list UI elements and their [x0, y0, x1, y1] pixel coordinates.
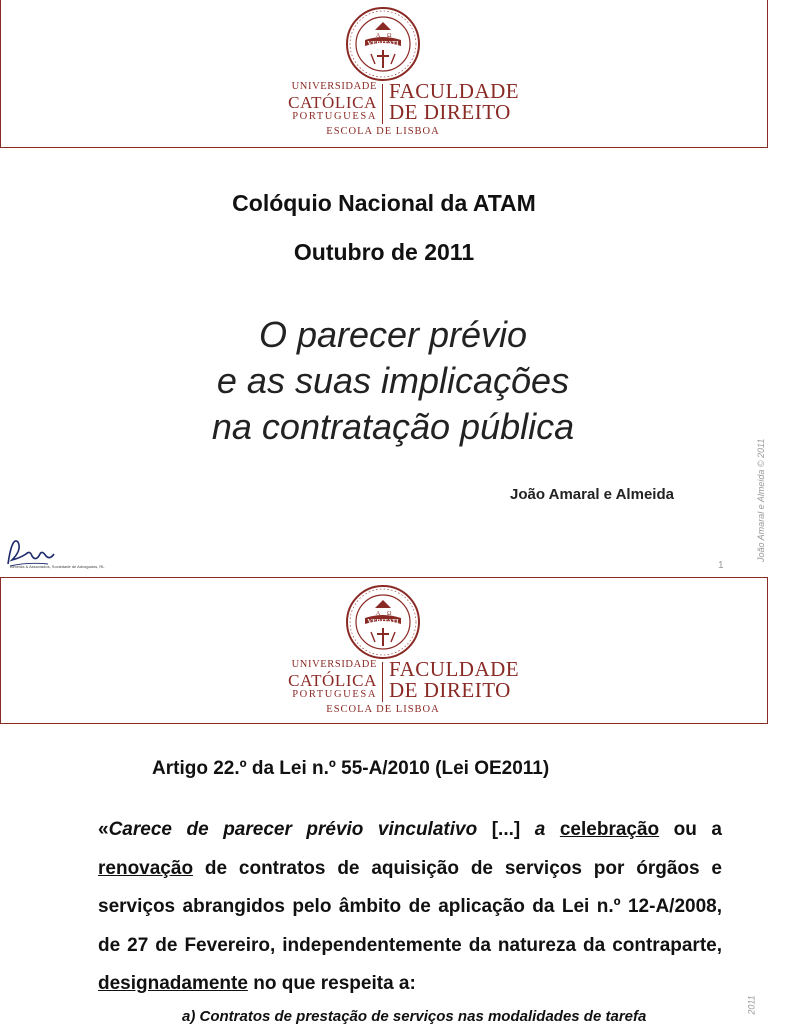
- faculty-line-2: DE DIREITO: [389, 100, 511, 124]
- svg-text:A: A: [376, 33, 381, 39]
- university-seal-icon: [345, 584, 421, 660]
- svg-text:Ω: Ω: [387, 33, 392, 39]
- quote-designadamente: designadamente: [98, 973, 248, 994]
- page-number: 1: [718, 560, 724, 571]
- university-line-3: PORTUGUESA: [292, 688, 377, 700]
- logo-divider: [382, 84, 383, 124]
- item-a: a) Contratos de prestação de serviços nas modalidades de tarefa: [182, 1008, 647, 1025]
- university-line-1: UNIVERSIDADE: [291, 659, 377, 670]
- title-line-3: na contratação pública: [211, 406, 575, 447]
- school-name: ESCOLA DE LISBOA: [326, 704, 440, 715]
- quote-part-9: no que respeita a:: [247, 973, 416, 994]
- signature-caption: Almeida & Associados, Sociedade de Advogados, RL: [10, 564, 105, 569]
- university-line-2: CATÓLICA: [288, 92, 377, 112]
- presentation-title: [0, 312, 786, 450]
- university-name: [281, 660, 377, 700]
- quote-part-7: de contratos de aquisição de serviços por órgãos e serviços abrangidos pelo âmbito de aplicação da Lei n.º 12-A/2008, de 27 de Fevereiro, independentemente da natureza da contraparte,: [98, 857, 722, 956]
- quote-part-2: [...]: [477, 819, 535, 840]
- event-title: Colóquio Nacional da ATAM: [232, 190, 536, 216]
- svg-text:Ω: Ω: [387, 611, 392, 617]
- quote-part-3: a: [534, 819, 546, 840]
- university-line-1: UNIVERSIDADE: [291, 81, 377, 92]
- faculty-name: [389, 81, 519, 123]
- faculty-line-1: FACULDADE: [389, 657, 520, 681]
- university-seal-icon: [345, 6, 421, 82]
- logo-divider: [382, 662, 383, 702]
- seal-text: VERITATI: [367, 618, 399, 625]
- seal-text: VERITATI: [367, 40, 399, 47]
- header-banner: [0, 0, 768, 148]
- title-line-2: e as suas implicações: [216, 360, 570, 401]
- faculty-line-1: FACULDADE: [389, 79, 520, 103]
- university-line-3: PORTUGUESA: [292, 110, 377, 122]
- quote-open-mark: «: [98, 819, 109, 840]
- side-credit-2: [746, 990, 766, 1024]
- svg-text:A: A: [376, 611, 381, 617]
- university-line-2: CATÓLICA: [288, 670, 377, 690]
- event-date: Outubro de 2011: [293, 239, 475, 265]
- faculty-line-2: DE DIREITO: [389, 678, 511, 702]
- faculty-name: [389, 659, 519, 701]
- header-banner: [0, 577, 768, 724]
- quote-part-5: ou a: [659, 819, 722, 840]
- author-name: João Amaral e Almeida: [510, 486, 674, 503]
- title-line-1: O parecer prévio: [258, 314, 528, 355]
- side-credit-2-text: 2011: [746, 995, 757, 1015]
- article-title: Artigo 22.º da Lei n.º 55-A/2010 (Lei OE2011): [152, 758, 550, 779]
- quote-renovacao: renovação: [98, 857, 194, 879]
- school-name: ESCOLA DE LISBOA: [326, 126, 440, 137]
- article-quote: [98, 811, 722, 1004]
- side-credit: [752, 430, 766, 570]
- university-name: [281, 82, 377, 122]
- side-credit-text: João Amaral e Almeida © 2011: [756, 438, 766, 562]
- quote-celebracao: celebração: [559, 819, 660, 840]
- quote-part-1: Carece de parecer prévio vinculativo: [108, 819, 478, 840]
